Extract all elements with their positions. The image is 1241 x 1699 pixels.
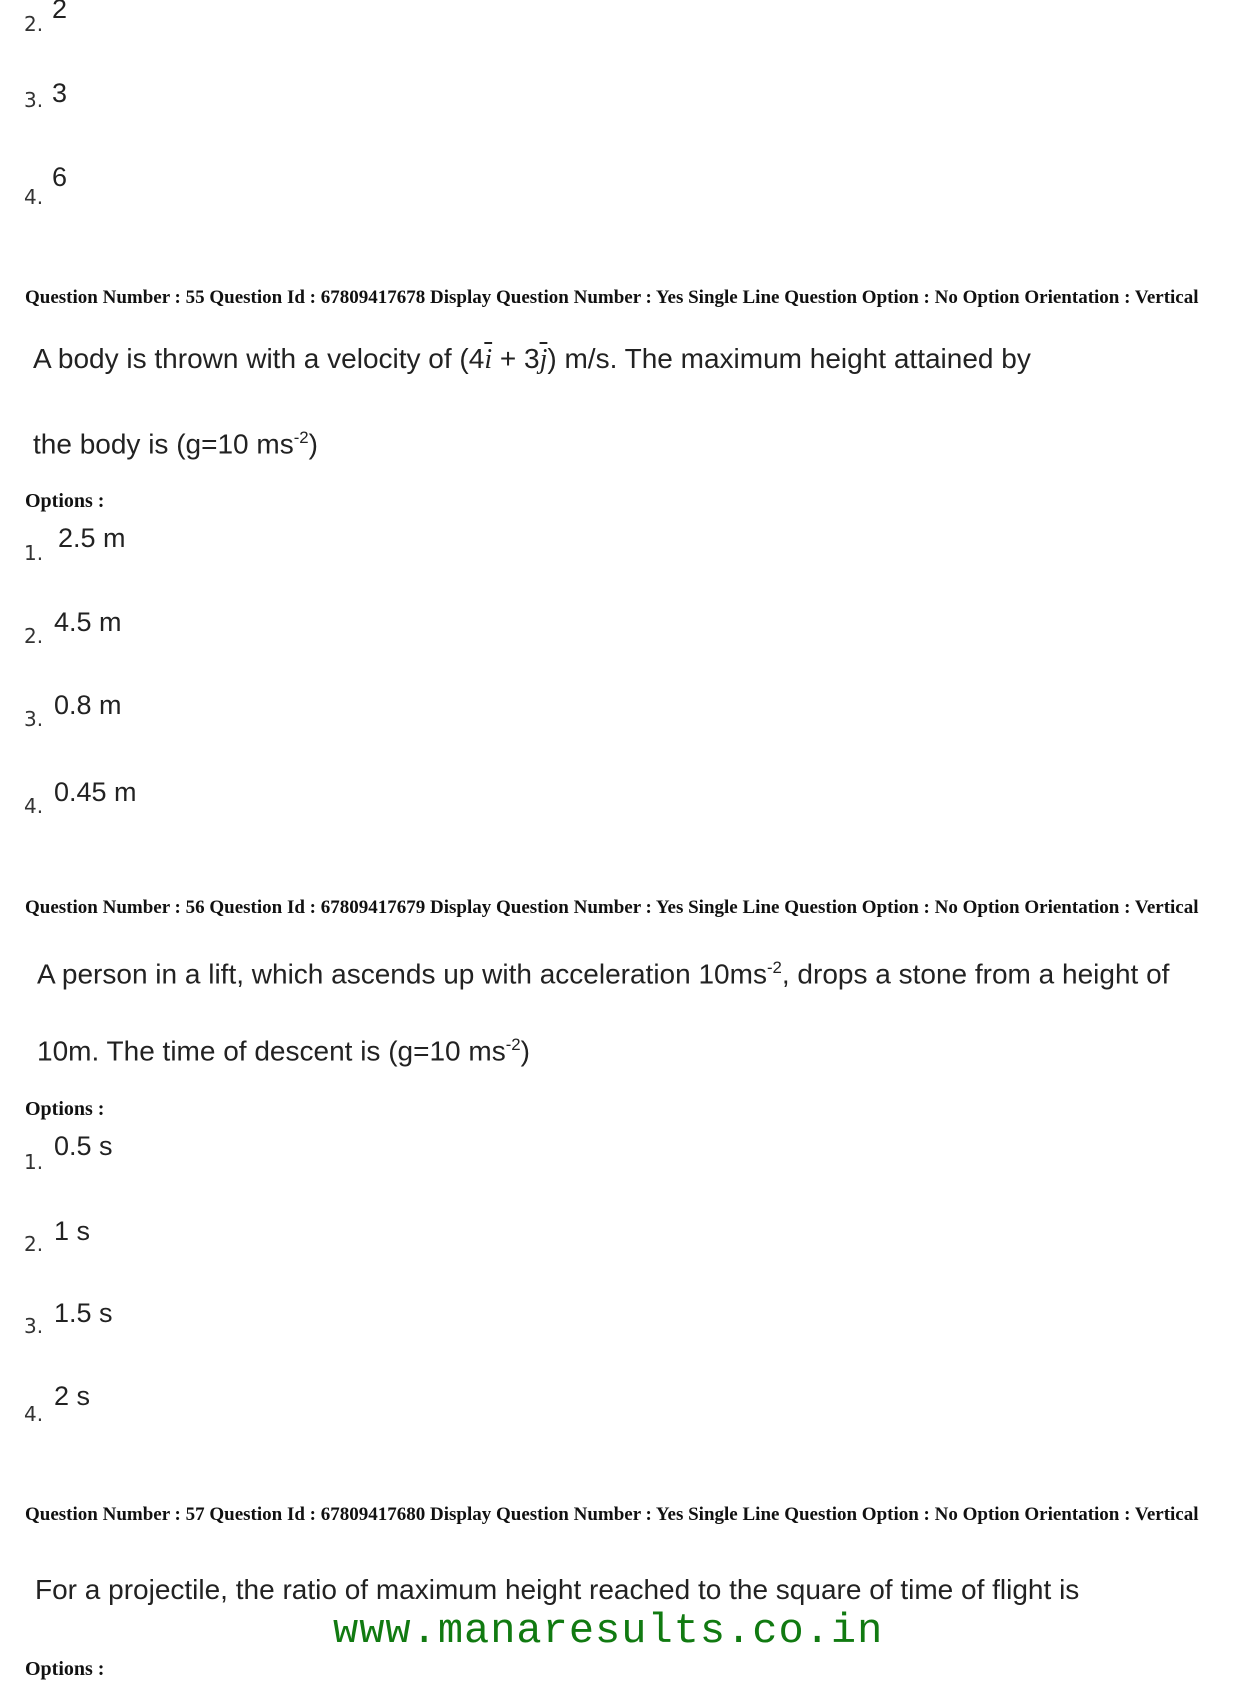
option-text: 2 s [54, 1381, 91, 1411]
option-text: 0.8 m [54, 690, 122, 720]
option-number: 3. [24, 1314, 44, 1338]
vector-i: $\overline{i}$ [484, 344, 493, 375]
question-text-line: For a projectile, the ratio of maximum height reached to the square of time of flight is [35, 1574, 1080, 1605]
option-number: 2. [24, 12, 44, 36]
superscript: -2 [293, 428, 309, 447]
option-number: 2. [24, 624, 44, 648]
question-text-line [33, 428, 318, 460]
watermark: www.manaresults.co.in [333, 1607, 884, 1655]
question-text-part: 10m. The time of descent is (g=10 ms [37, 1035, 506, 1067]
option-text: 3 [52, 78, 68, 108]
question-text-part: ) [520, 1035, 530, 1067]
question-text-part: the body is (g=10 ms [33, 428, 294, 460]
question-meta: Question Number : 55 Question Id : 67809417678 Display Question Number : Yes Single Line Question Option : No Option Orientation : Vertical [25, 287, 1199, 308]
option-number: 3. [24, 88, 44, 112]
option-number: 3. [24, 707, 44, 731]
option-text: 1.5 s [54, 1298, 113, 1328]
superscript: -2 [766, 958, 782, 977]
question-text-line [37, 958, 1169, 990]
option-number: 4. [24, 1402, 44, 1426]
option-text: 0.5 s [54, 1131, 113, 1161]
option-text: 6 [52, 162, 68, 192]
option-number: 1. [24, 1150, 44, 1174]
question-text-part: A person in a lift, which ascends up with acceleration 10ms [37, 958, 767, 990]
question-text-part: , drops a stone from a height of [781, 958, 1170, 990]
option-text: 2.5 m [58, 523, 126, 553]
options-label: Options : [25, 490, 105, 512]
option-number: 1. [24, 541, 44, 565]
superscript: -2 [505, 1035, 521, 1054]
option-number: 4. [24, 794, 44, 818]
option-number: 2. [24, 1232, 44, 1256]
option-text: 4.5 m [54, 607, 122, 637]
option-number: 4. [24, 185, 44, 209]
question-text-line [37, 1035, 530, 1067]
vector-j: $\overline{j}$ [539, 344, 548, 375]
question-text-part: ) [308, 428, 318, 460]
option-text: 1 s [54, 1216, 91, 1246]
question-meta: Question Number : 57 Question Id : 67809417680 Display Question Number : Yes Single Line Question Option : No Option Orientation : Vertical [25, 1504, 1199, 1525]
question-text-part: + 3 [492, 343, 540, 374]
options-label: Options : [25, 1098, 105, 1120]
options-label: Options : [25, 1658, 105, 1680]
option-text: 2 [52, 0, 68, 24]
question-text-line [33, 343, 1031, 376]
question-text-part: A body is thrown with a velocity of (4 [33, 343, 485, 374]
option-text: 0.45 m [54, 777, 137, 807]
question-text-part: ) m/s. The maximum height attained by [547, 343, 1031, 374]
question-meta: Question Number : 56 Question Id : 67809417679 Display Question Number : Yes Single Line Question Option : No Option Orientation : Vertical [25, 897, 1199, 918]
